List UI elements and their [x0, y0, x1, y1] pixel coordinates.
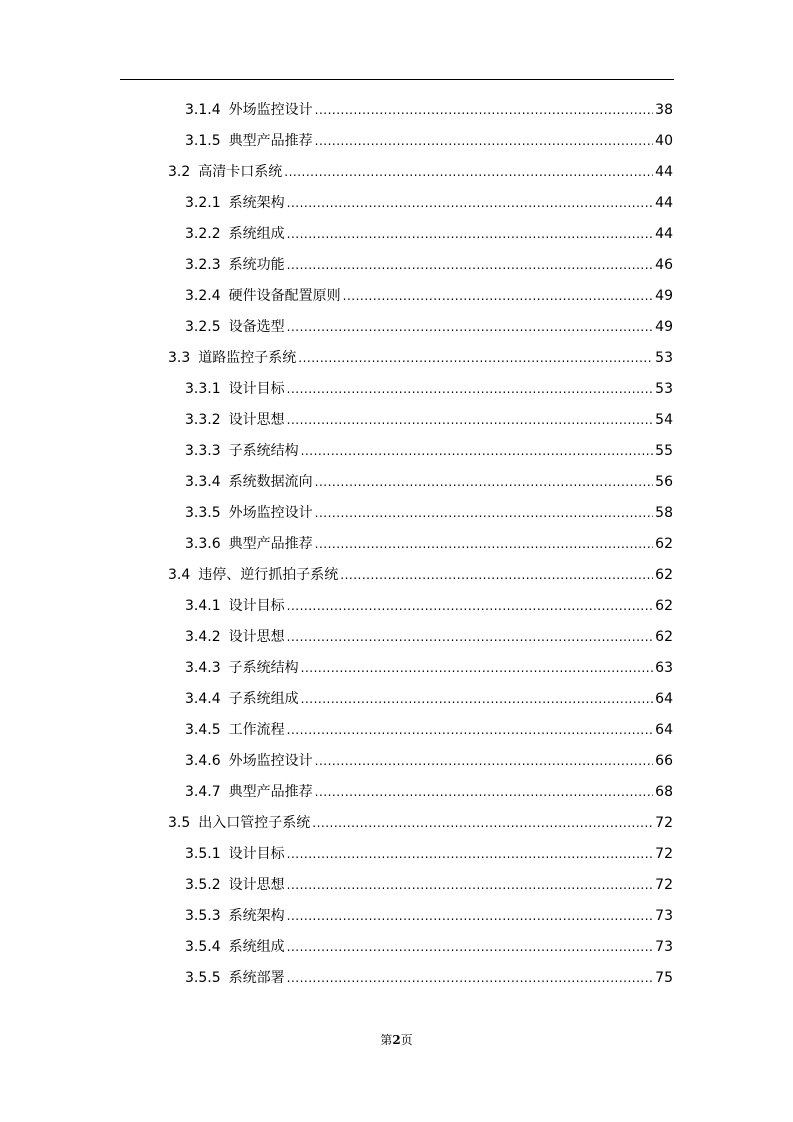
toc-entry[interactable]	[185, 436, 673, 467]
toc-entry-page: 49	[655, 319, 673, 335]
toc-dot-leader	[284, 157, 653, 188]
toc-entry[interactable]	[168, 157, 673, 188]
toc-entry-number: 3.4.3	[185, 660, 221, 676]
toc-dot-leader	[287, 312, 654, 343]
toc-dot-leader	[287, 715, 654, 746]
toc-entry-page: 62	[655, 536, 673, 552]
toc-entry-number: 3.2.4	[185, 288, 221, 304]
toc-entry-number: 3.4.2	[185, 629, 221, 645]
toc-entry-title: 系统组成	[228, 226, 285, 242]
toc-entry-page: 58	[655, 505, 673, 521]
toc-entry[interactable]	[185, 374, 673, 405]
page-footer	[0, 1031, 793, 1048]
toc-entry-page: 73	[655, 939, 673, 955]
toc-dot-leader	[287, 870, 654, 901]
toc-dot-leader	[287, 839, 654, 870]
toc-dot-leader	[301, 653, 654, 684]
toc-entry[interactable]	[185, 963, 673, 994]
toc-entry-page: 64	[655, 691, 673, 707]
toc-entry[interactable]	[185, 467, 673, 498]
toc-entry-title: 设备选型	[228, 319, 285, 335]
toc-entry-title: 违停、逆行抓拍子系统	[198, 567, 339, 583]
toc-dot-leader	[343, 281, 654, 312]
toc-entry-page: 75	[655, 970, 673, 986]
toc-dot-leader	[315, 95, 654, 126]
toc-entry-number: 3.3.4	[185, 474, 221, 490]
toc-entry-page: 64	[655, 722, 673, 738]
toc-dot-leader	[315, 777, 654, 808]
toc-entry[interactable]	[185, 188, 673, 219]
toc-entry-title: 外场监控设计	[228, 505, 313, 521]
toc-entry-number: 3.5.5	[185, 970, 221, 986]
toc-entry-title: 系统架构	[228, 908, 285, 924]
toc-entry-title: 子系统结构	[228, 660, 299, 676]
toc-entry-page: 46	[655, 257, 673, 273]
toc-dot-leader	[298, 343, 653, 374]
toc-entry[interactable]	[185, 746, 673, 777]
toc-entry-title: 典型产品推荐	[228, 536, 313, 552]
toc-entry[interactable]	[185, 312, 673, 343]
toc-dot-leader	[287, 622, 654, 653]
toc-entry[interactable]	[185, 932, 673, 963]
toc-entry-title: 设计思想	[228, 877, 285, 893]
toc-entry-number: 3.4.7	[185, 784, 221, 800]
toc-entry-number: 3.5.4	[185, 939, 221, 955]
toc-entry-number: 3.4.4	[185, 691, 221, 707]
toc-dot-leader	[315, 467, 654, 498]
toc-entry-title: 系统架构	[228, 195, 285, 211]
toc-entry-title: 系统数据流向	[228, 474, 313, 490]
toc-entry-title: 系统部署	[228, 970, 285, 986]
toc-entry-number: 3.2.1	[185, 195, 221, 211]
toc-dot-leader	[301, 684, 654, 715]
toc-entry-number: 3.3.5	[185, 505, 221, 521]
toc-entry-number: 3.2.5	[185, 319, 221, 335]
toc-entry-title: 子系统结构	[228, 443, 299, 459]
footer-suffix: 页	[400, 1033, 413, 1047]
toc-entry[interactable]	[185, 622, 673, 653]
toc-dot-leader	[301, 436, 654, 467]
toc-entry-number: 3.2.2	[185, 226, 221, 242]
toc-dot-leader	[287, 932, 654, 963]
toc-entry[interactable]	[168, 808, 673, 839]
toc-entry[interactable]	[185, 498, 673, 529]
toc-entry-page: 56	[655, 474, 673, 490]
toc-entry-number: 3.3.1	[185, 381, 221, 397]
toc-dot-leader	[287, 188, 654, 219]
toc-dot-leader	[315, 529, 654, 560]
toc-entry-page: 53	[655, 381, 673, 397]
toc-entry-title: 设计思想	[228, 629, 285, 645]
toc-dot-leader	[287, 374, 654, 405]
toc-entry-page: 72	[655, 877, 673, 893]
toc-dot-leader	[287, 963, 654, 994]
toc-entry-page: 63	[655, 660, 673, 676]
toc-entry-number: 3.3.6	[185, 536, 221, 552]
toc-dot-leader	[340, 560, 653, 591]
toc-dot-leader	[315, 746, 654, 777]
toc-entry-number: 3.5.3	[185, 908, 221, 924]
toc-entry-page: 44	[655, 226, 673, 242]
toc-entry[interactable]	[185, 715, 673, 746]
toc-entry-number: 3.1.5	[185, 133, 221, 149]
toc-entry-title: 出入口管控子系统	[198, 815, 311, 831]
toc-entry[interactable]	[185, 126, 673, 157]
toc-entry-title: 子系统组成	[228, 691, 299, 707]
toc-entry-title: 系统组成	[228, 939, 285, 955]
toc-entry-page: 53	[655, 350, 673, 366]
toc-entry-page: 72	[655, 815, 673, 831]
toc-entry-title: 设计目标	[228, 598, 285, 614]
toc-entry[interactable]	[185, 219, 673, 250]
toc-dot-leader	[287, 901, 654, 932]
toc-entry-title: 系统功能	[228, 257, 285, 273]
toc-entry-page: 73	[655, 908, 673, 924]
toc-entry-title: 典型产品推荐	[228, 133, 313, 149]
toc-entry-page: 38	[655, 102, 673, 118]
toc-entry-number: 3.3.3	[185, 443, 221, 459]
toc-dot-leader	[315, 498, 654, 529]
toc-entry-number: 3.5	[168, 815, 191, 831]
toc-entry[interactable]	[168, 560, 673, 591]
toc-entry-number: 3.5.2	[185, 877, 221, 893]
toc-dot-leader	[312, 808, 653, 839]
toc-entry[interactable]	[185, 405, 673, 436]
toc-entry-title: 道路监控子系统	[198, 350, 297, 366]
toc-entry-number: 3.1.4	[185, 102, 221, 118]
toc-entry[interactable]	[185, 529, 673, 560]
toc-entry-page: 44	[655, 164, 673, 180]
toc-entry-title: 设计思想	[228, 412, 285, 428]
toc-entry[interactable]	[185, 95, 673, 126]
toc-entry-page: 49	[655, 288, 673, 304]
toc-entry[interactable]	[185, 870, 673, 901]
toc-entry-title: 外场监控设计	[228, 102, 313, 118]
toc-entry-title: 工作流程	[228, 722, 285, 738]
toc-entry[interactable]	[168, 343, 673, 374]
header-rule	[120, 79, 674, 80]
toc-entry-number: 3.5.1	[185, 846, 221, 862]
toc-entry-title: 外场监控设计	[228, 753, 313, 769]
toc-dot-leader	[287, 405, 654, 436]
toc-entry[interactable]	[185, 684, 673, 715]
toc-entry[interactable]	[185, 591, 673, 622]
footer-prefix: 第	[380, 1033, 393, 1047]
toc-entry-title: 硬件设备配置原则	[228, 288, 341, 304]
toc-entry-page: 40	[655, 133, 673, 149]
toc-entry-page: 62	[655, 567, 673, 583]
toc-entry-number: 3.3	[168, 350, 191, 366]
toc-dot-leader	[315, 126, 654, 157]
toc-entry-number: 3.2	[168, 164, 191, 180]
toc-entry[interactable]	[185, 250, 673, 281]
toc-dot-leader	[287, 219, 654, 250]
toc-entry-title: 设计目标	[228, 846, 285, 862]
toc-entry-number: 3.4	[168, 567, 191, 583]
toc-entry-page: 54	[655, 412, 673, 428]
toc-entry-page: 68	[655, 784, 673, 800]
toc-entry-page: 66	[655, 753, 673, 769]
toc-dot-leader	[287, 591, 654, 622]
toc-entry-page: 55	[655, 443, 673, 459]
toc-entry-number: 3.2.3	[185, 257, 221, 273]
toc-entry-page: 62	[655, 629, 673, 645]
toc-entry-number: 3.4.1	[185, 598, 221, 614]
toc-entry-title: 设计目标	[228, 381, 285, 397]
toc-entry[interactable]	[185, 653, 673, 684]
toc-entry[interactable]	[185, 777, 673, 808]
footer-page-number: 2	[392, 1033, 401, 1047]
toc-entry[interactable]	[185, 839, 673, 870]
toc-entry-number: 3.4.5	[185, 722, 221, 738]
toc-entry-page: 44	[655, 195, 673, 211]
toc-entry-title: 高清卡口系统	[198, 164, 283, 180]
toc-entry[interactable]	[185, 281, 673, 312]
toc-entry[interactable]	[185, 901, 673, 932]
toc-entry-number: 3.4.6	[185, 753, 221, 769]
toc-dot-leader	[287, 250, 654, 281]
toc-entry-page: 62	[655, 598, 673, 614]
toc-entry-page: 72	[655, 846, 673, 862]
toc-entry-number: 3.3.2	[185, 412, 221, 428]
toc-entry-title: 典型产品推荐	[228, 784, 313, 800]
